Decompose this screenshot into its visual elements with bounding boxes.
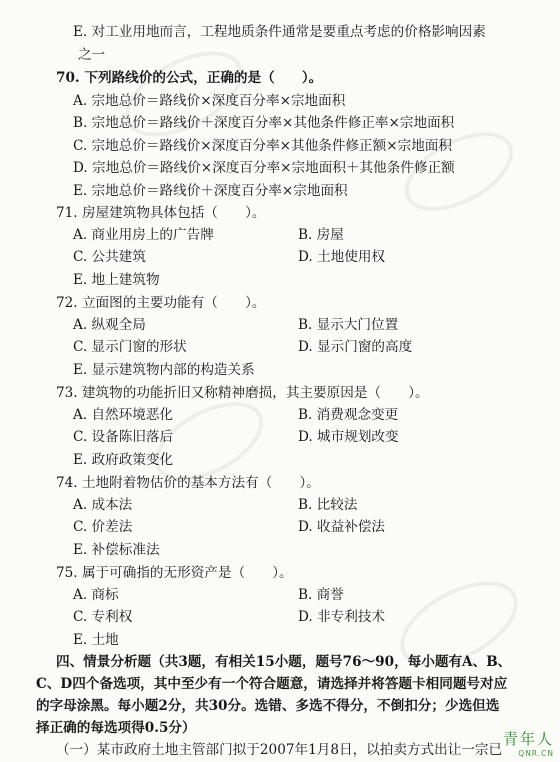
- q70-option-d: D. 宗地总价＝路线价×深度百分率×宗地面积＋其他条件修正额: [73, 160, 455, 176]
- q74-option-b: B. 比较法: [298, 497, 358, 513]
- q70-stem: 70. 下列路线价的公式，正确的是（ ）。: [56, 70, 323, 86]
- brand-logo: [503, 728, 554, 758]
- section4-line3: 的字母涂黑。每小题2分，共30分。选错、多选不得分，不倒扣分；少选但选: [36, 698, 500, 714]
- q72-option-c: C. 显示门窗的形状: [73, 339, 187, 355]
- q70-option-a: A. 宗地总价＝路线价×深度百分率×宗地面积: [73, 93, 346, 109]
- q71-option-d: D. 土地使用权: [298, 249, 386, 265]
- q73-option-b: B. 消费观念变更: [298, 407, 399, 423]
- q73-stem: 73. 建筑物的功能折旧又称精神磨损，其主要原因是（ ）。: [56, 385, 429, 401]
- q74-option-a: A. 成本法: [73, 497, 133, 513]
- q70-option-e: E. 宗地总价＝路线价＋深度百分率×宗地面积: [73, 183, 348, 199]
- q70-option-b: B. 宗地总价＝路线价＋深度百分率×其他条件修正率×宗地面积: [73, 115, 455, 131]
- q75-option-e: E. 土地: [73, 632, 119, 648]
- q69-option-e-line2: 之一: [78, 47, 106, 63]
- q72-option-e: E. 显示建筑物内部的构造关系: [73, 362, 255, 378]
- q74-option-c: C. 价差法: [73, 519, 133, 535]
- q73-option-c: C. 设备陈旧落后: [73, 429, 174, 445]
- q73-option-d: D. 城市规划改变: [298, 429, 399, 445]
- q75-option-d: D. 非专利技术: [298, 609, 386, 625]
- q74-stem: 74. 土地附着物估价的基本方法有（ ）。: [56, 475, 320, 491]
- q75-stem: 75. 属于可确指的无形资产是（ ）。: [56, 565, 293, 581]
- q71-stem: 71. 房屋建筑物具体包括（ ）。: [56, 205, 266, 221]
- section4-line1: 四、情景分析题（共3题，有相关15小题，题号76～90，每小题有A、B、: [56, 654, 512, 670]
- q75-option-b: B. 商誉: [298, 587, 344, 603]
- q71-option-b: B. 房屋: [298, 227, 344, 243]
- q69-option-e-line1: E. 对工业用地而言，工程地质条件通常是要重点考虑的价格影响因素: [73, 24, 486, 40]
- q71-option-c: C. 公共建筑: [73, 249, 146, 265]
- brand-name: 青年人: [502, 730, 554, 748]
- q71-option-e: E. 地上建筑物: [73, 272, 160, 288]
- section4-line2: C、D四个备选项，其中至少有一个符合题意，请选择并将答题卡相同题号对应: [36, 676, 508, 692]
- q73-option-a: A. 自然环境恶化: [73, 407, 174, 423]
- q72-option-b: B. 显示大门位置: [298, 317, 399, 333]
- case1-line1: （一）某市政府土地主管部门拟于2007年1月8日，以拍卖方式出让一宗已: [56, 742, 503, 758]
- q72-option-a: A. 纵观全局: [73, 317, 146, 333]
- q72-option-d: D. 显示门窗的高度: [298, 339, 413, 355]
- q71-option-a: A. 商业用房上的广告牌: [73, 227, 214, 243]
- q75-option-c: C. 专利权: [73, 609, 133, 625]
- q72-stem: 72. 立面图的主要功能有（ ）。: [56, 295, 266, 311]
- q74-option-e: E. 补偿标准法: [73, 542, 160, 558]
- q73-option-e: E. 政府政策变化: [73, 452, 174, 468]
- section4-line4: 择正确的每选项得0.5分）: [36, 720, 196, 736]
- brand-url: QNR.CN: [518, 749, 554, 758]
- q74-option-d: D. 收益补偿法: [298, 519, 386, 535]
- q75-option-a: A. 商标: [73, 587, 119, 603]
- q70-option-c: C. 宗地总价＝路线价×深度百分率×其他条件修正额×宗地面积: [73, 138, 452, 154]
